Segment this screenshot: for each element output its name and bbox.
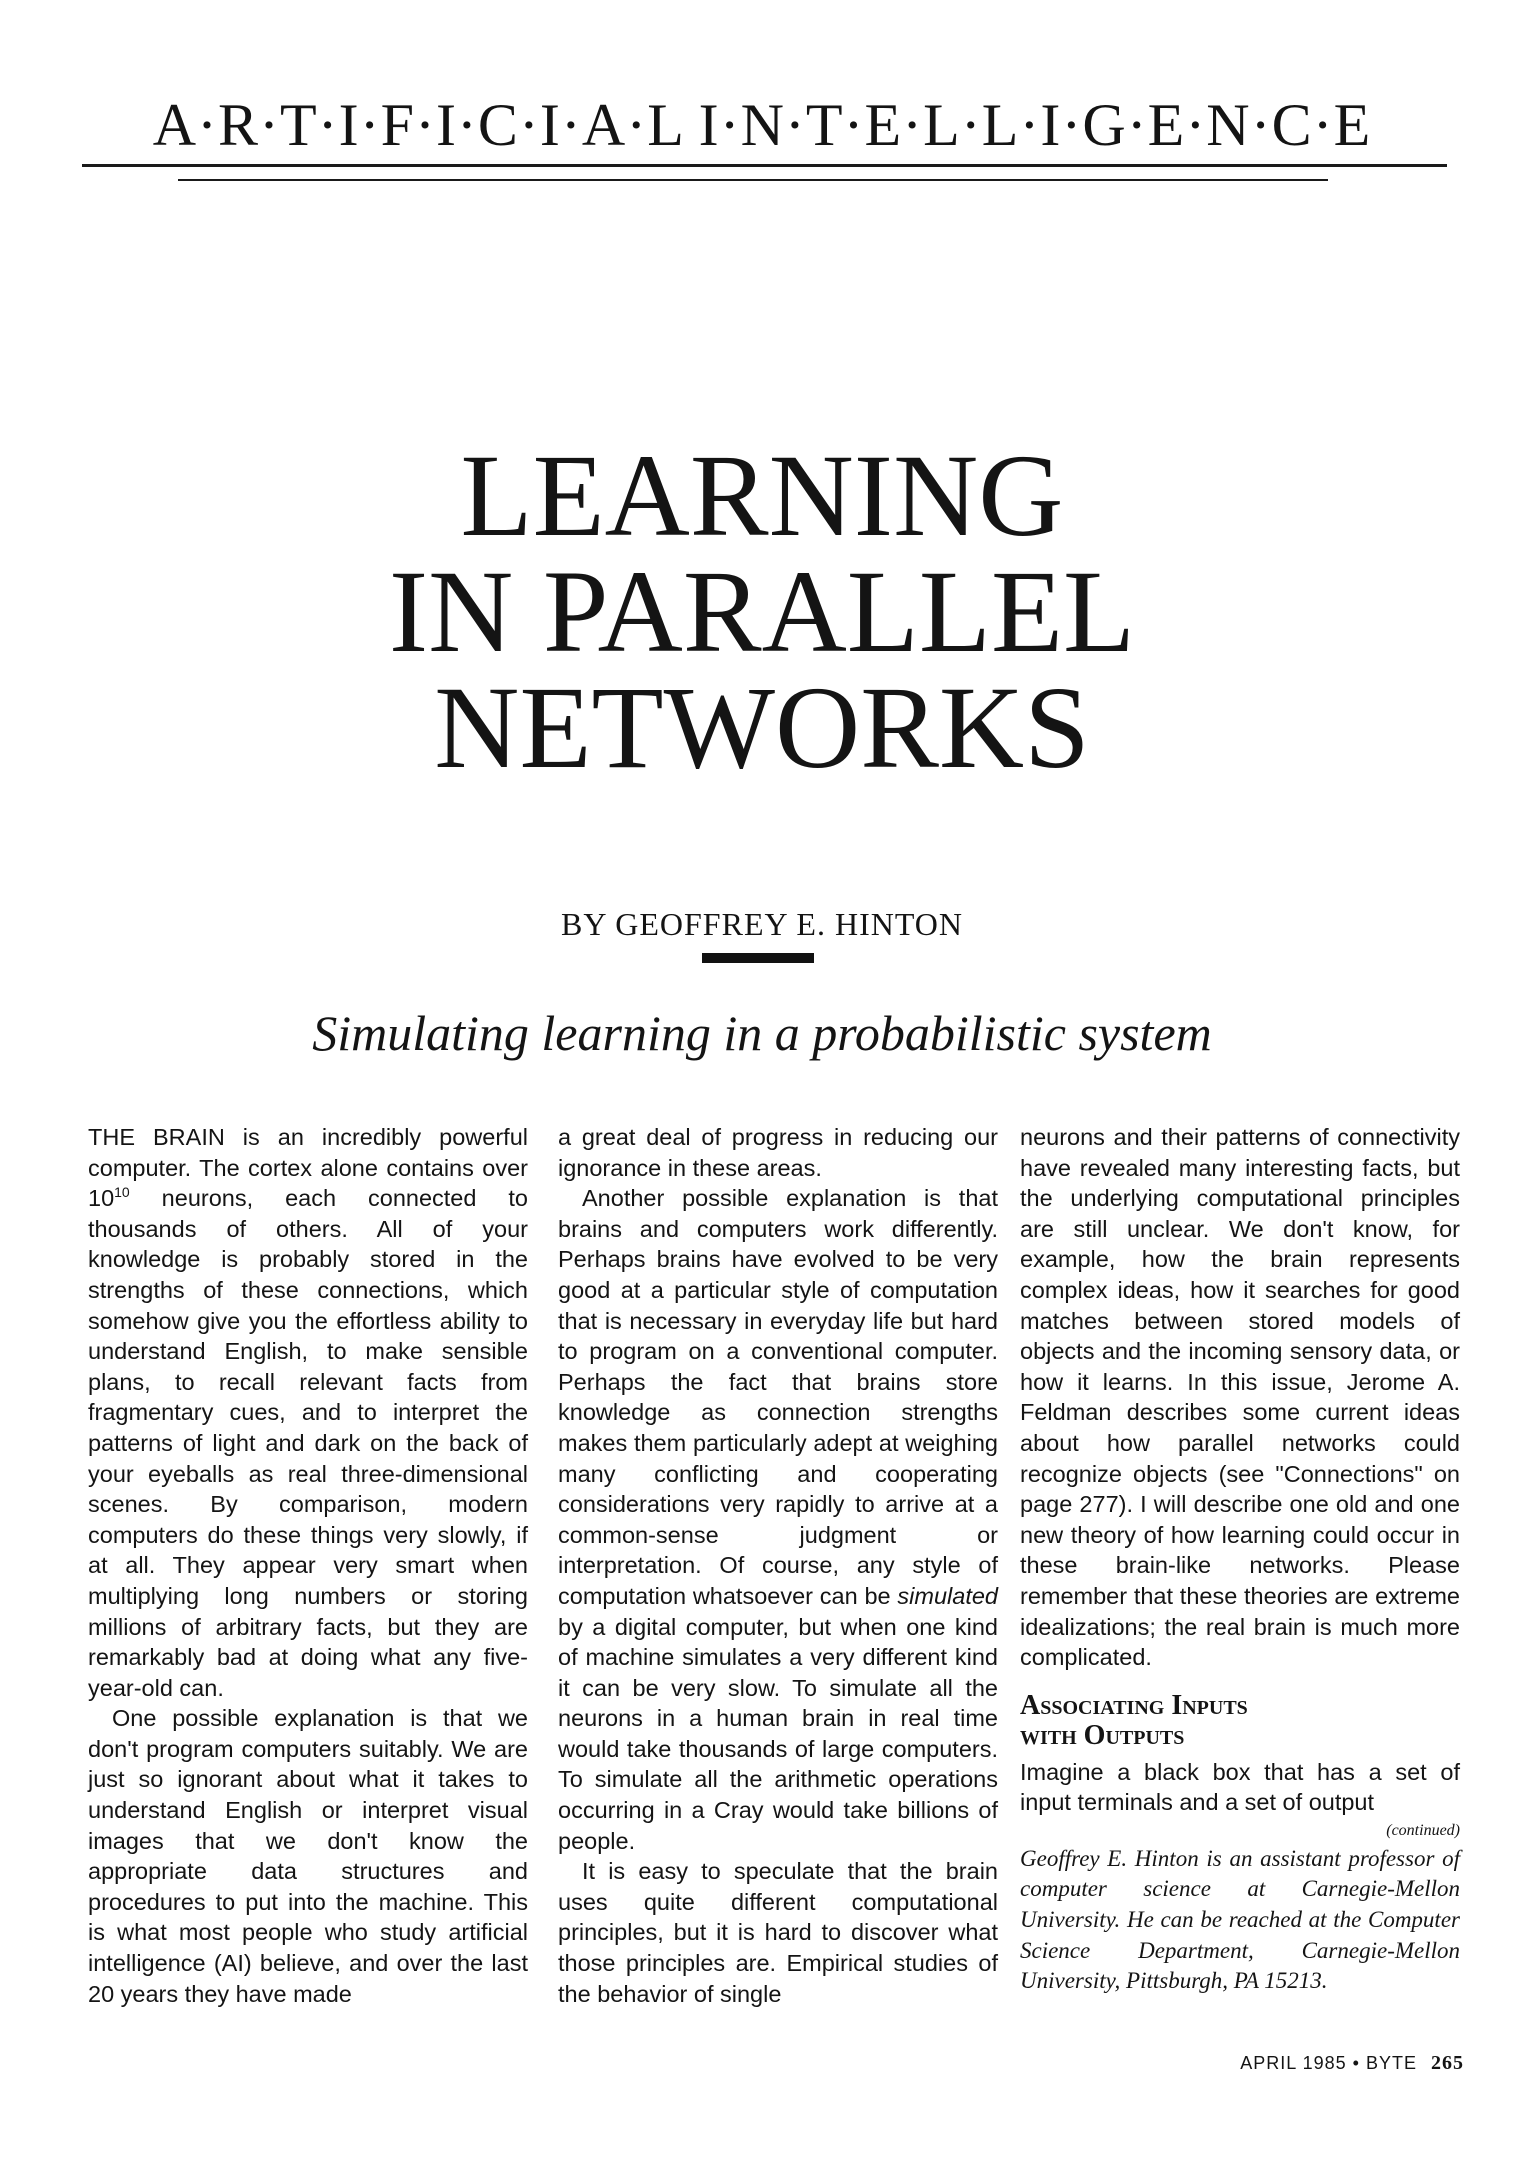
- title-line: NETWORKS: [434, 662, 1090, 793]
- paragraph: One possible explanation is that we don't program computers suitably. We are just so ignorant about what it takes to understand English or interpret visual images that we don't know the appropriate data structures and procedures to put into the machine. This is what most people who study artificial intelligence (AI) believe, and over the last 20 years they have made: [88, 1705, 528, 2007]
- byline: BY GEOFFREY E. HINTON: [560, 906, 964, 942]
- text-run: THE BRAIN is an incredibly powerful computer. The cortex alone contains over 10: [88, 1124, 528, 1212]
- text-run: neurons, each connected to thousands of others. All of your knowledge is probably stored in the strengths of these connections, which somehow give you the effortless ability to understand English, to make sensible plans, to recall relevant facts from fragmentary cues, and to interpret the patterns of light and dark on the back of your eyeballs as real three-dimensional scenes. By comparison, modern computers do these things very slowly, if at all. They appear very smart when multiplying long numbers or storing millions of arbitrary facts, but they are remarkably bad at doing what any five-year-old can.: [88, 1185, 528, 1701]
- header-rule-thin: [178, 179, 1328, 181]
- page-footer: [1240, 2052, 1464, 2075]
- section-heading: [1020, 1691, 1460, 1751]
- paragraph: [88, 1122, 528, 1703]
- issue-line: APRIL 1985 • BYTE: [1240, 2053, 1417, 2073]
- paragraph-continued: neurons and their patterns of connectivity have revealed many interesting facts, but the underlying computational principles are still unclear. We don't know, for example, how the brain represents complex ideas, how it searches for good matches between stored models of objects and the incoming sensory data, or how it learns. In this issue, Jerome A. Feldman describes some current ideas about how parallel networks could recognize objects (see "Connections" on page 277). I will describe one old and one new theory of how learning could occur in these brain-like networks. Please remember that these theories are extreme idealizations; the real brain is much more complicated.: [1020, 1124, 1460, 1671]
- subtitle: Simulating learning in a probabilistic system: [312, 1005, 1212, 1061]
- column-2: [558, 1122, 998, 2009]
- article-title: [0, 430, 1524, 793]
- author-bio: Geoffrey E. Hinton is an assistant professor of computer science at Carnegie-Mellon University. He can be reached at the Computer Science Department, Carnegie-Mellon University, Pittsburgh, PA 15213.: [1020, 1845, 1460, 1994]
- title-line: IN PARALLEL: [388, 546, 1136, 677]
- paragraph: Imagine a black box that has a set of input terminals and a set of output: [1020, 1758, 1460, 1816]
- paragraph-continued: a great deal of progress in reducing our ignorance in these areas.: [558, 1124, 998, 1181]
- title-line: LEARNING: [460, 430, 1064, 561]
- byline-bar: [702, 953, 814, 963]
- emphasis: simulated: [897, 1582, 998, 1609]
- paragraph: [558, 1183, 998, 1856]
- section-heading-line: with Outputs: [1020, 1719, 1185, 1751]
- page-number: 265: [1431, 2052, 1464, 2074]
- header-rule: [82, 164, 1447, 167]
- column-1: [88, 1122, 528, 2009]
- paragraph: It is easy to speculate that the brain uses quite different computational principles, but it is hard to discover what those principles are. Empirical studies of the behavior of single: [558, 1858, 998, 2007]
- column-3: [1020, 1122, 1460, 1997]
- section-kicker: A·R·T·I·F·I·C·I·A·L I·N·T·E·L·L·I·G·E·N·C·E: [152, 92, 1372, 158]
- text-run: Another possible explanation is that brains and computers work differently. Perhaps brains have evolved to be very good at a particular style of computation that is necessary in everyday life but hard to program on a conventional computer. Perhaps the fact that brains store knowledge as connection strengths makes them particularly adept at weighing many conflicting and cooperating considerations very rapidly to arrive at a common-sense judgment or interpretation. Of course, any style of computation whatsoever can be: [558, 1185, 998, 1609]
- section-heading-line: Associating Inputs: [1020, 1689, 1248, 1721]
- superscript: 10: [114, 1184, 130, 1201]
- text-run: by a digital computer, but when one kind of machine simulates a very different kind it can be very slow. To simulate all the neurons in a human brain in real time would take thousands of large computers. To simulate all the arithmetic operations occurring in a Cray would take billions of people.: [558, 1613, 998, 1854]
- continued-note: (continued): [1386, 1821, 1460, 1839]
